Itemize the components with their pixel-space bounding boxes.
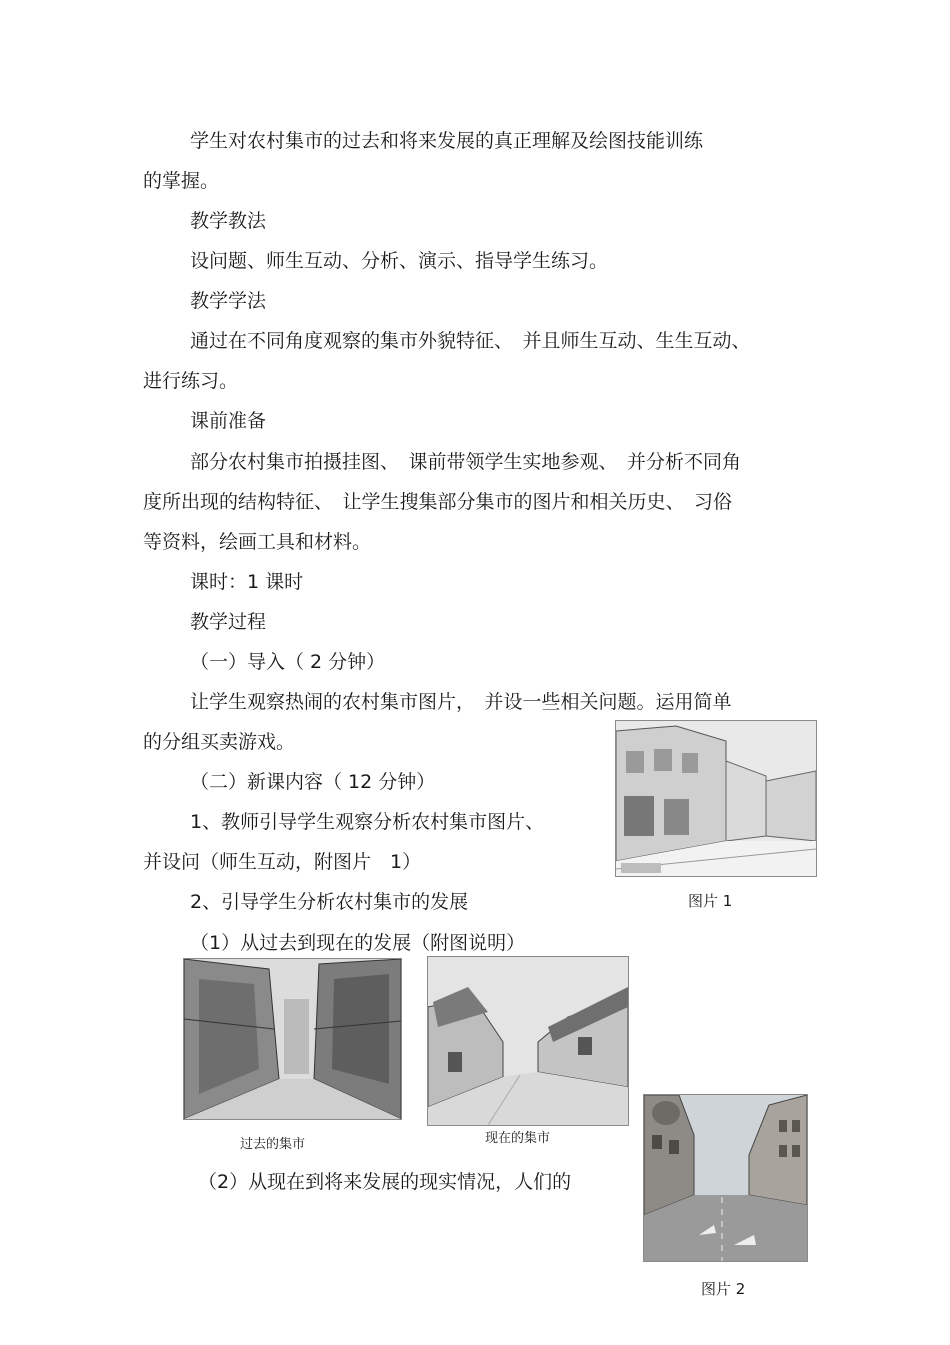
text-line: 2、引导学生分析农村集市的发展 (190, 891, 469, 913)
class-hours: 课时：1 课时 (190, 571, 304, 593)
past-market-sketch-image (183, 958, 402, 1120)
text-line: 设问题、师生互动、分析、演示、指导学生练习。 (190, 250, 609, 272)
caption-picture-1: 图片 1 (688, 892, 733, 910)
text-line: 等资料，绘画工具和材料。 (143, 531, 372, 553)
text-line: 进行练习。 (143, 370, 239, 392)
text-line: 通过在不同角度观察的集市外貌特征、 并且师生互动、生生互动、 (190, 330, 751, 352)
caption-past-market: 过去的集市 (240, 1137, 306, 1152)
text-line: 度所出现的结构特征、 让学生搜集部分集市的图片和相关历史、 习俗 (143, 491, 733, 513)
modern-street-image-2 (643, 1094, 808, 1262)
present-market-sketch-image (427, 956, 629, 1126)
street-sketch-image-1 (615, 720, 817, 877)
heading-preparation: 课前准备 (190, 410, 267, 432)
caption-present-market: 现在的集市 (485, 1131, 551, 1146)
text-line: 部分农村集市拍摄挂图、 课前带领学生实地参观、 并分析不同角 (190, 451, 742, 473)
text-line: 1、教师引导学生观察分析农村集市图片、 (190, 811, 545, 833)
text-line: 让学生观察热闹的农村集市图片， 并设一些相关问题。运用简单 (190, 691, 732, 713)
text-line: 的掌握。 (143, 170, 220, 192)
text-line: 学生对农村集市的过去和将来发展的真正理解及绘图技能训练 (190, 130, 704, 152)
text-line: （2）从现在到将来发展的现实情况，人们的 (198, 1171, 572, 1193)
heading-teaching-method: 教学教法 (190, 210, 267, 232)
caption-picture-2: 图片 2 (701, 1280, 746, 1298)
heading-process: 教学过程 (190, 611, 267, 633)
heading-learning-method: 教学学法 (190, 290, 267, 312)
text-line: 并设问（师生互动，附图片 1） (143, 851, 422, 873)
section-new-content: （二）新课内容（ 12 分钟） (190, 771, 436, 793)
section-intro: （一）导入（ 2 分钟） (190, 651, 386, 673)
text-line: 的分组买卖游戏。 (143, 731, 296, 753)
text-line: （1）从过去到现在的发展（附图说明） (190, 932, 526, 954)
